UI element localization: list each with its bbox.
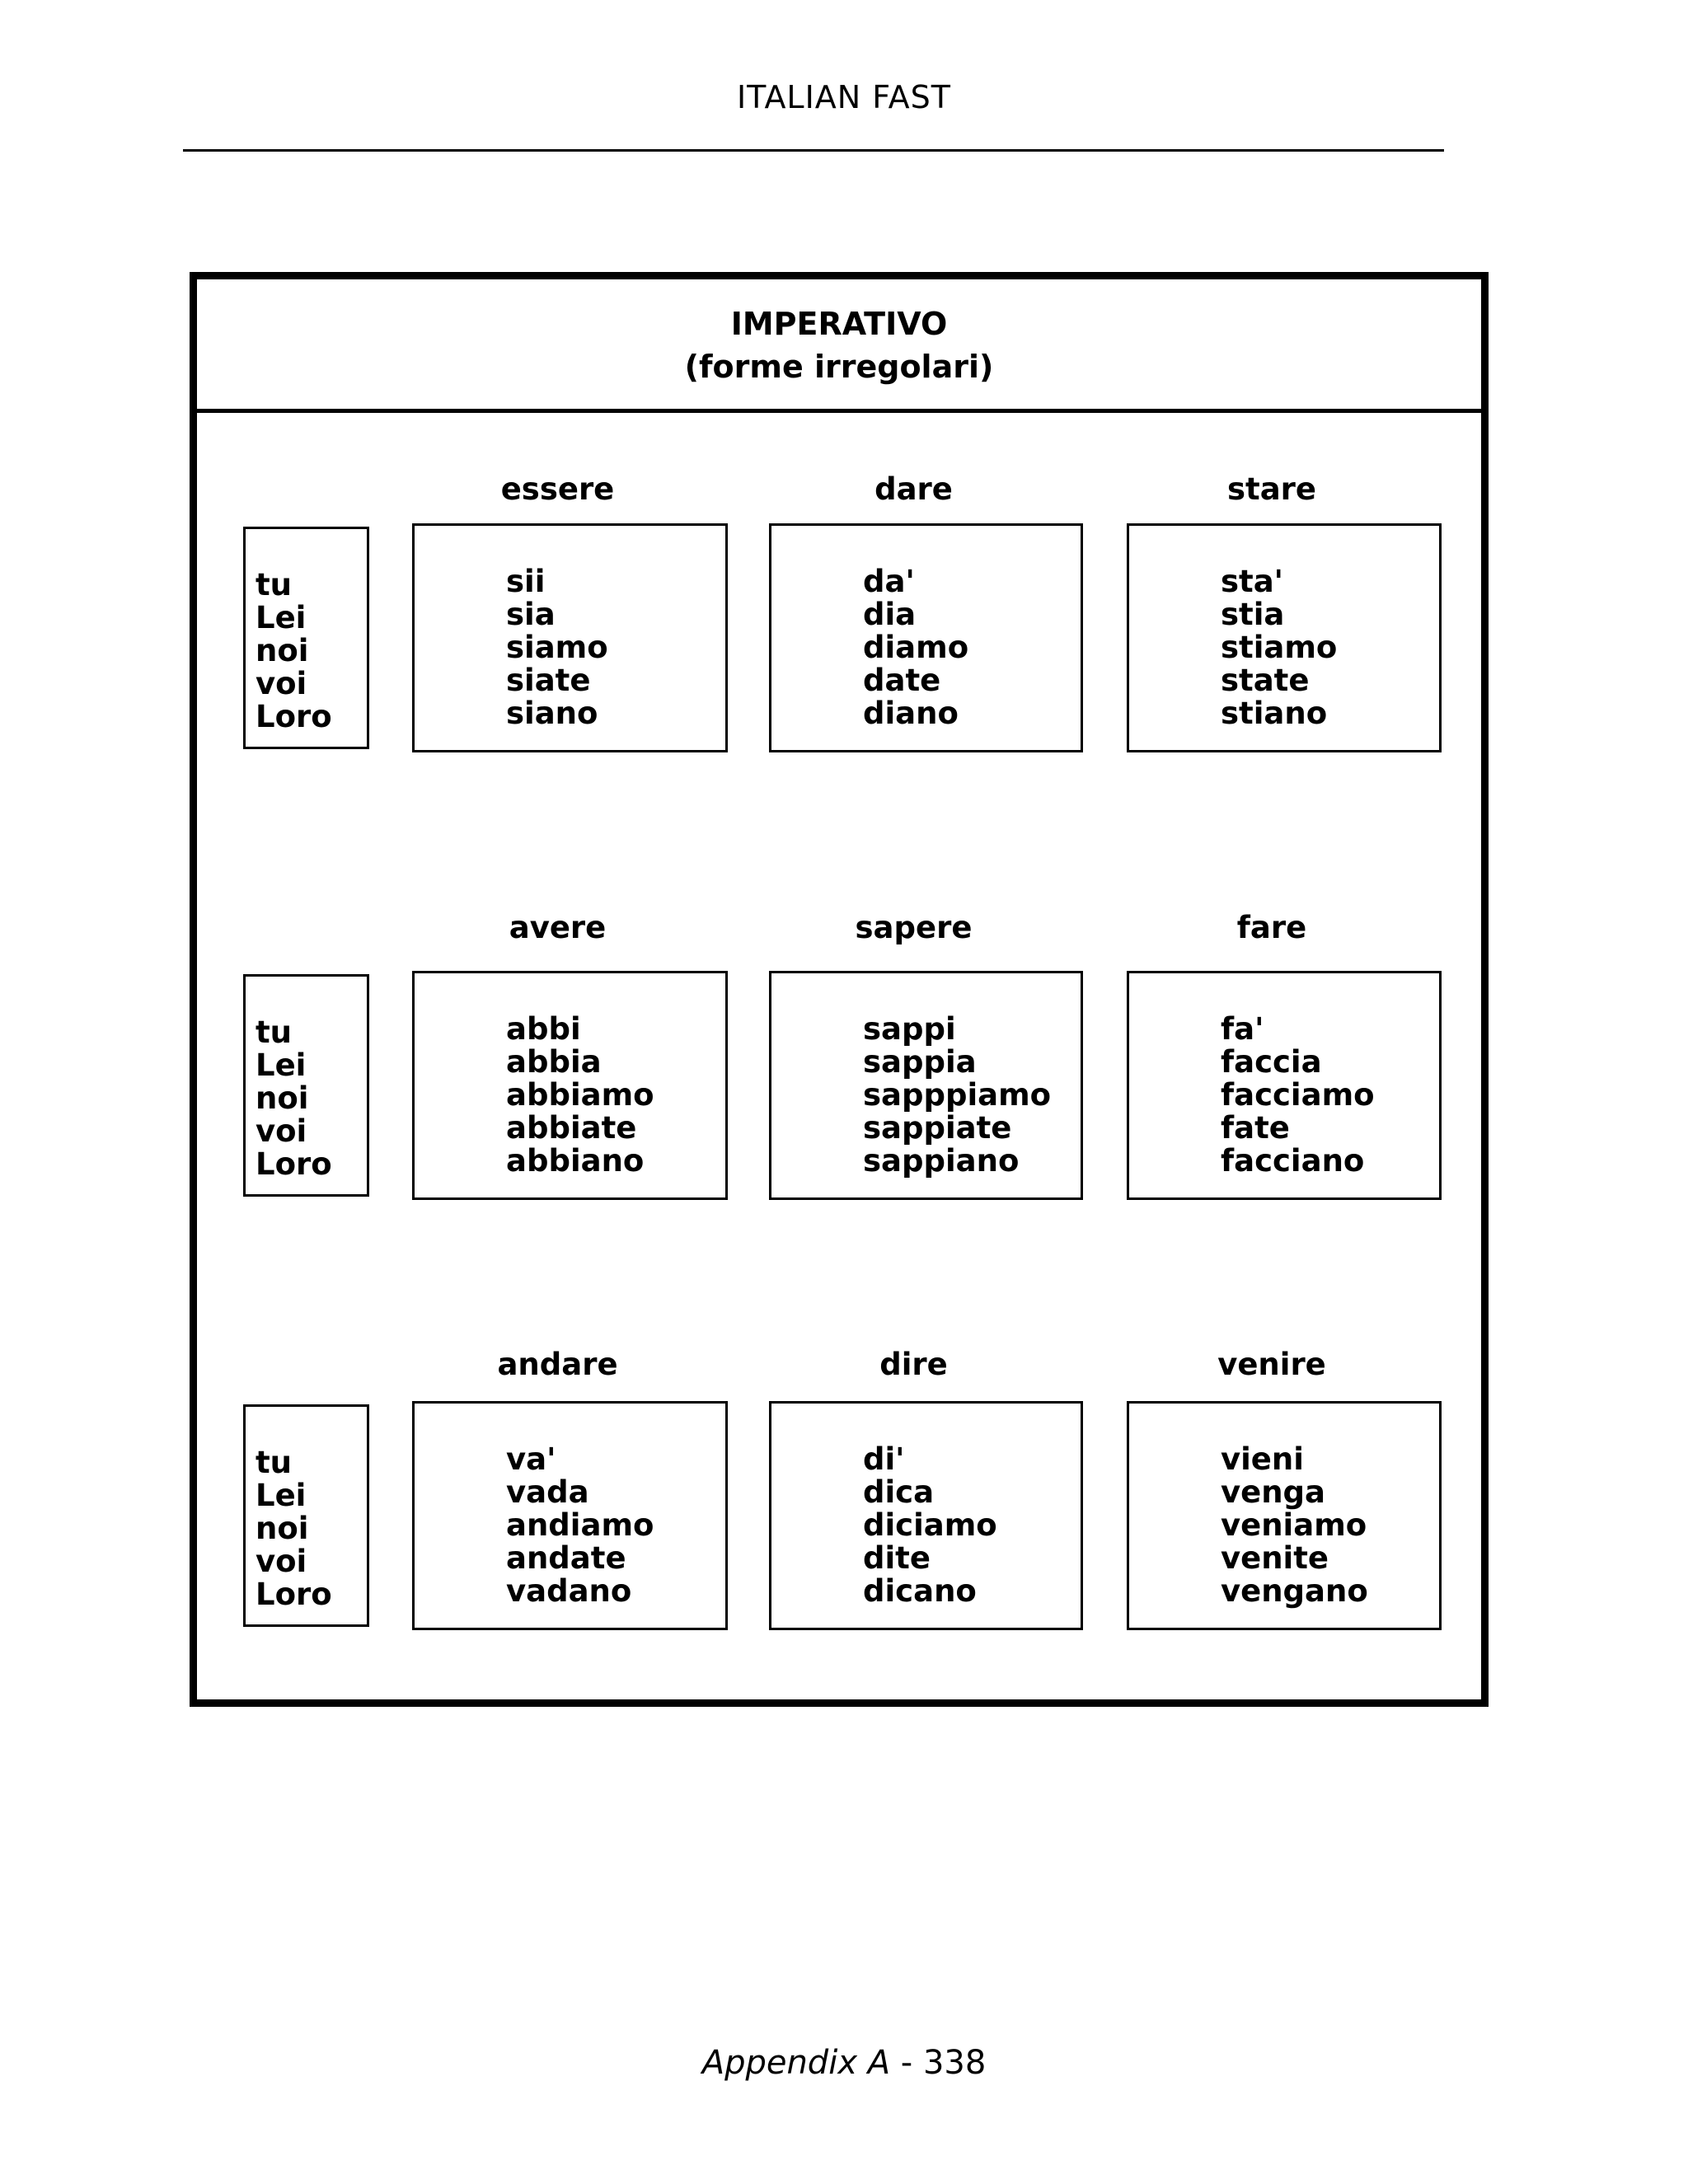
imperative-table-frame xyxy=(190,272,1489,1707)
appendix-label: Appendix A xyxy=(701,2044,891,2082)
pronoun-list xyxy=(256,1446,332,1611)
verb-name: avere xyxy=(509,910,607,945)
pronoun-box xyxy=(243,527,369,749)
verb-name: sapere xyxy=(855,910,973,945)
pronoun: tu xyxy=(256,567,293,602)
verb-name: andare xyxy=(497,1347,618,1382)
verb-form: date xyxy=(863,663,941,698)
conjugation-list xyxy=(863,1013,1051,1178)
verb-form: sii xyxy=(506,564,546,599)
verb-form: stia xyxy=(1221,597,1285,632)
pronoun: Lei xyxy=(256,1047,307,1083)
verb-name: stare xyxy=(1226,471,1317,507)
pronoun: voi xyxy=(256,1113,307,1149)
verb-form: vadano xyxy=(506,1573,632,1609)
conjugation-list xyxy=(1221,1443,1368,1608)
verb-form: faccia xyxy=(1221,1044,1322,1080)
verb-form: sta' xyxy=(1221,564,1284,599)
conjugation-list xyxy=(1221,1013,1375,1178)
pronoun: Loro xyxy=(256,699,332,734)
verb-form: abbi xyxy=(506,1011,581,1047)
conjugation-list xyxy=(506,565,608,730)
pronoun-list xyxy=(256,1016,332,1181)
conjugation-box xyxy=(1127,1401,1442,1630)
verb-form: dite xyxy=(863,1540,931,1576)
verb-form: diano xyxy=(863,696,959,731)
verb-form: siate xyxy=(506,663,591,698)
verb-form: fate xyxy=(1221,1110,1290,1146)
verb-form: va' xyxy=(506,1441,556,1477)
verb-form: sappi xyxy=(863,1011,956,1047)
verb-form: sapppiamo xyxy=(863,1077,1052,1113)
page-number: 338 xyxy=(922,2044,987,2082)
pronoun-list xyxy=(256,569,332,733)
pronoun: tu xyxy=(256,1015,293,1050)
verb-form: diamo xyxy=(863,630,969,665)
verb-form: veniamo xyxy=(1221,1507,1367,1543)
verb-form: vengano xyxy=(1221,1573,1368,1609)
verb-form: sappiano xyxy=(863,1143,1020,1179)
conjugation-list xyxy=(506,1443,654,1608)
pronoun: voi xyxy=(256,666,307,701)
conjugation-box xyxy=(769,971,1083,1200)
pronoun: voi xyxy=(256,1544,307,1579)
verb-form: fa' xyxy=(1221,1011,1264,1047)
conjugation-list xyxy=(506,1013,654,1178)
verb-name: venire xyxy=(1217,1347,1326,1382)
conjugation-list xyxy=(863,1443,997,1608)
verb-form: vieni xyxy=(1221,1441,1304,1477)
pronoun-box xyxy=(243,974,369,1197)
pronoun: Loro xyxy=(256,1146,332,1182)
conjugation-list xyxy=(1221,565,1337,730)
verb-form: stiamo xyxy=(1221,630,1338,665)
verb-form: dia xyxy=(863,597,917,632)
conjugation-box xyxy=(412,971,728,1200)
pronoun: Lei xyxy=(256,1478,307,1513)
verb-name: essere xyxy=(500,471,615,507)
footer-separator: - xyxy=(890,2044,923,2082)
verb-form: siamo xyxy=(506,630,608,665)
verb-form: dica xyxy=(863,1474,935,1510)
verb-form: venite xyxy=(1221,1540,1329,1576)
table-title: IMPERATIVO xyxy=(730,306,948,342)
page-footer xyxy=(0,2044,1688,2082)
running-head: ITALIAN FAST xyxy=(736,79,952,115)
conjugation-list xyxy=(863,565,968,730)
table-subtitle: (forme irregolari) xyxy=(684,349,994,385)
verb-form: andate xyxy=(506,1540,626,1576)
verb-form: stiano xyxy=(1221,696,1328,731)
verb-form: sappiate xyxy=(863,1110,1012,1146)
header-rule xyxy=(183,149,1444,152)
verb-form: abbia xyxy=(506,1044,602,1080)
verb-form: sia xyxy=(506,597,556,632)
pronoun: tu xyxy=(256,1445,293,1480)
verb-form: facciano xyxy=(1221,1143,1365,1179)
verb-name: dire xyxy=(879,1347,948,1382)
verb-form: abbiamo xyxy=(506,1077,654,1113)
conjugation-box xyxy=(769,523,1083,752)
pronoun: noi xyxy=(256,1511,309,1546)
pronoun: Loro xyxy=(256,1577,332,1612)
verb-form: siano xyxy=(506,696,598,731)
verb-form: diciamo xyxy=(863,1507,997,1543)
pronoun-box xyxy=(243,1404,369,1627)
pronoun: Lei xyxy=(256,600,307,635)
verb-form: di' xyxy=(863,1441,905,1477)
verb-name: fare xyxy=(1236,910,1307,945)
verb-form: dicano xyxy=(863,1573,977,1609)
verb-name: dare xyxy=(874,471,953,507)
conjugation-box xyxy=(412,523,728,752)
verb-form: facciamo xyxy=(1221,1077,1375,1113)
verb-form: state xyxy=(1221,663,1310,698)
verb-form: abbiate xyxy=(506,1110,637,1146)
verb-form: sappia xyxy=(863,1044,977,1080)
table-title-box xyxy=(197,279,1481,413)
pronoun: noi xyxy=(256,1080,309,1116)
verb-form: venga xyxy=(1221,1474,1326,1510)
conjugation-box xyxy=(1127,523,1442,752)
verb-form: vada xyxy=(506,1474,589,1510)
pronoun: noi xyxy=(256,633,309,668)
conjugation-box xyxy=(769,1401,1083,1630)
verb-form: andiamo xyxy=(506,1507,654,1543)
verb-form: abbiano xyxy=(506,1143,645,1179)
verb-form: da' xyxy=(863,564,915,599)
conjugation-box xyxy=(412,1401,728,1630)
conjugation-box xyxy=(1127,971,1442,1200)
